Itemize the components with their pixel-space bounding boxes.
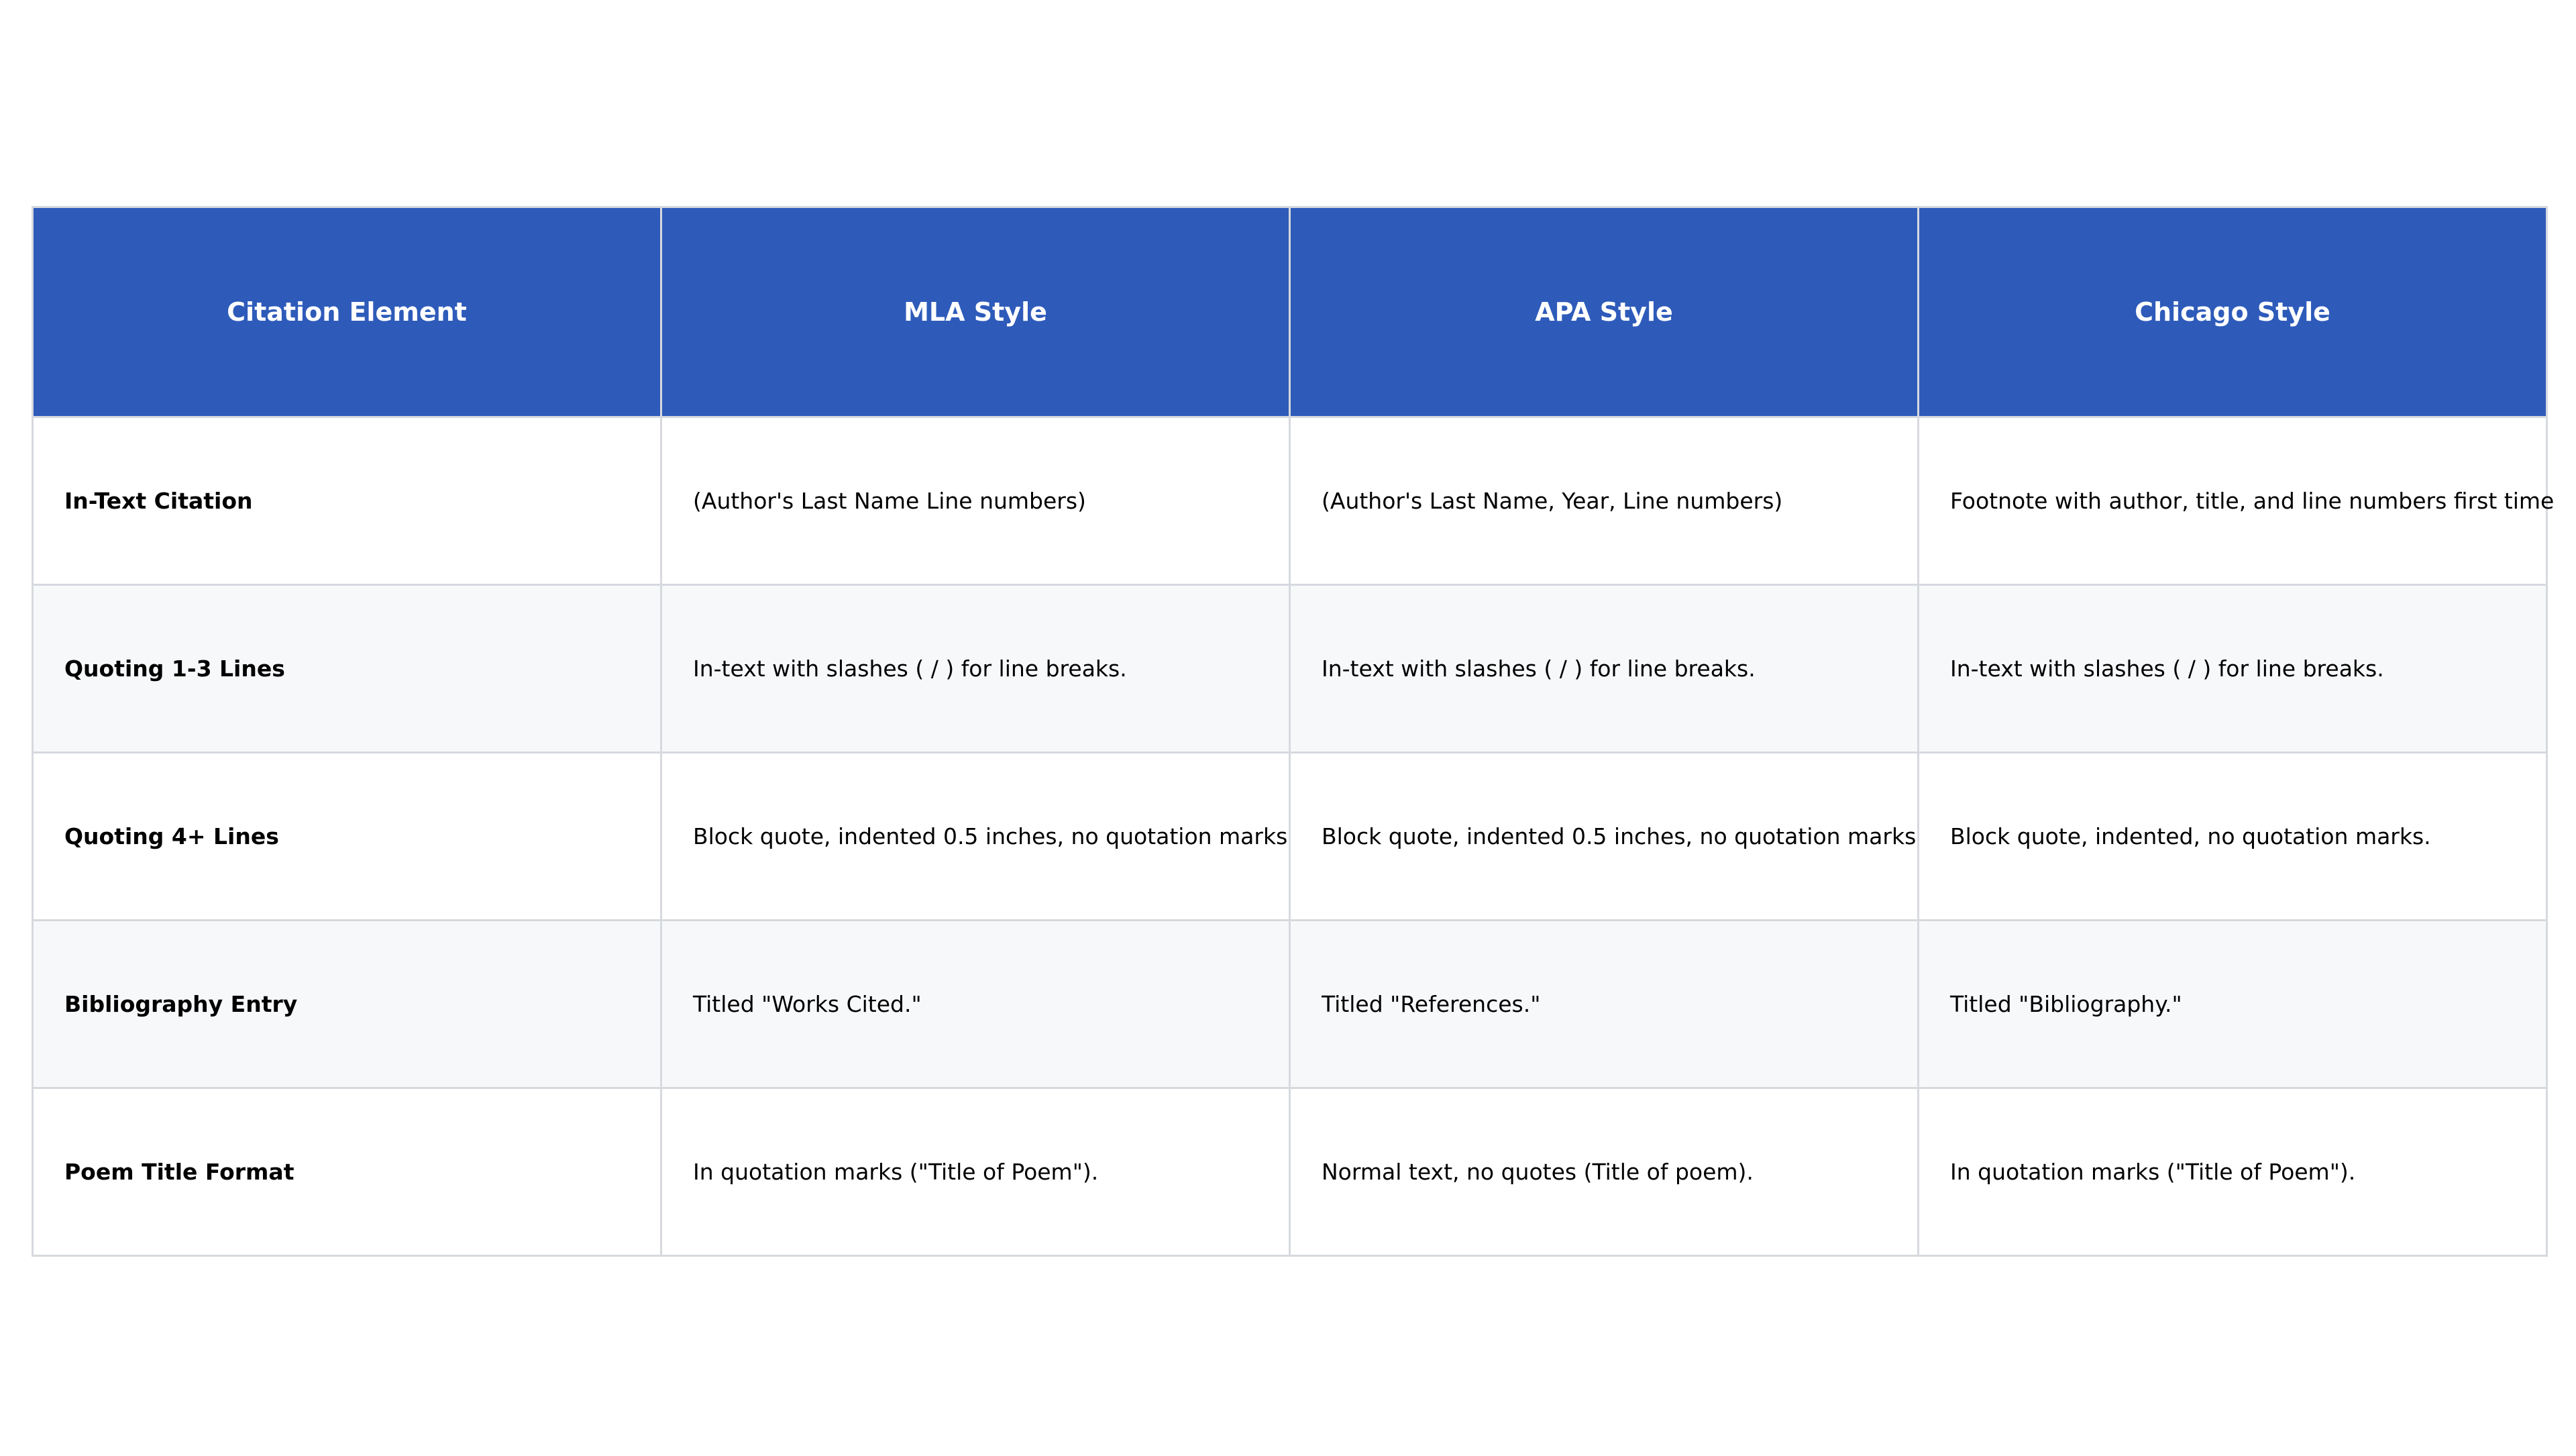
row-label: Quoting 1-3 Lines	[33, 585, 661, 753]
chicago-cell: Titled "Bibliography."	[1919, 921, 2547, 1088]
table-header-row	[33, 207, 2547, 417]
row-label: Poem Title Format	[33, 1088, 661, 1256]
chicago-cell: Block quote, indented, no quotation marks.	[1919, 753, 2547, 921]
column-header-apa-style: APA Style	[1290, 207, 1919, 417]
chicago-cell: In quotation marks ("Title of Poem").	[1919, 1088, 2547, 1256]
apa-cell: In-text with slashes ( / ) for line breaks.	[1290, 585, 1919, 753]
column-header-chicago-style: Chicago Style	[1919, 207, 2547, 417]
table-row	[33, 417, 2547, 585]
citation-comparison-table-container	[32, 206, 2555, 1257]
mla-cell: In-text with slashes ( / ) for line breaks.	[661, 585, 1290, 753]
chicago-cell: Footnote with author, title, and line numbers first time	[1919, 417, 2547, 585]
row-label: Quoting 4+ Lines	[33, 753, 661, 921]
citation-comparison-table	[32, 206, 2555, 1257]
table-row	[33, 585, 2547, 753]
chicago-cell: In-text with slashes ( / ) for line breaks.	[1919, 585, 2547, 753]
mla-cell: Titled "Works Cited."	[661, 921, 1290, 1088]
apa-cell: Titled "References."	[1290, 921, 1919, 1088]
apa-cell: (Author's Last Name, Year, Line numbers)	[1290, 417, 1919, 585]
table-row	[33, 753, 2547, 921]
mla-cell: Block quote, indented 0.5 inches, no quotation marks	[661, 753, 1290, 921]
column-header-citation-element: Citation Element	[33, 207, 661, 417]
table-row	[33, 1088, 2547, 1256]
apa-cell: Normal text, no quotes (Title of poem).	[1290, 1088, 1919, 1256]
column-header-mla-style: MLA Style	[661, 207, 1290, 417]
row-label: Bibliography Entry	[33, 921, 661, 1088]
mla-cell: In quotation marks ("Title of Poem").	[661, 1088, 1290, 1256]
mla-cell: (Author's Last Name Line numbers)	[661, 417, 1290, 585]
table-row	[33, 921, 2547, 1088]
apa-cell: Block quote, indented 0.5 inches, no quotation marks	[1290, 753, 1919, 921]
row-label: In-Text Citation	[33, 417, 661, 585]
